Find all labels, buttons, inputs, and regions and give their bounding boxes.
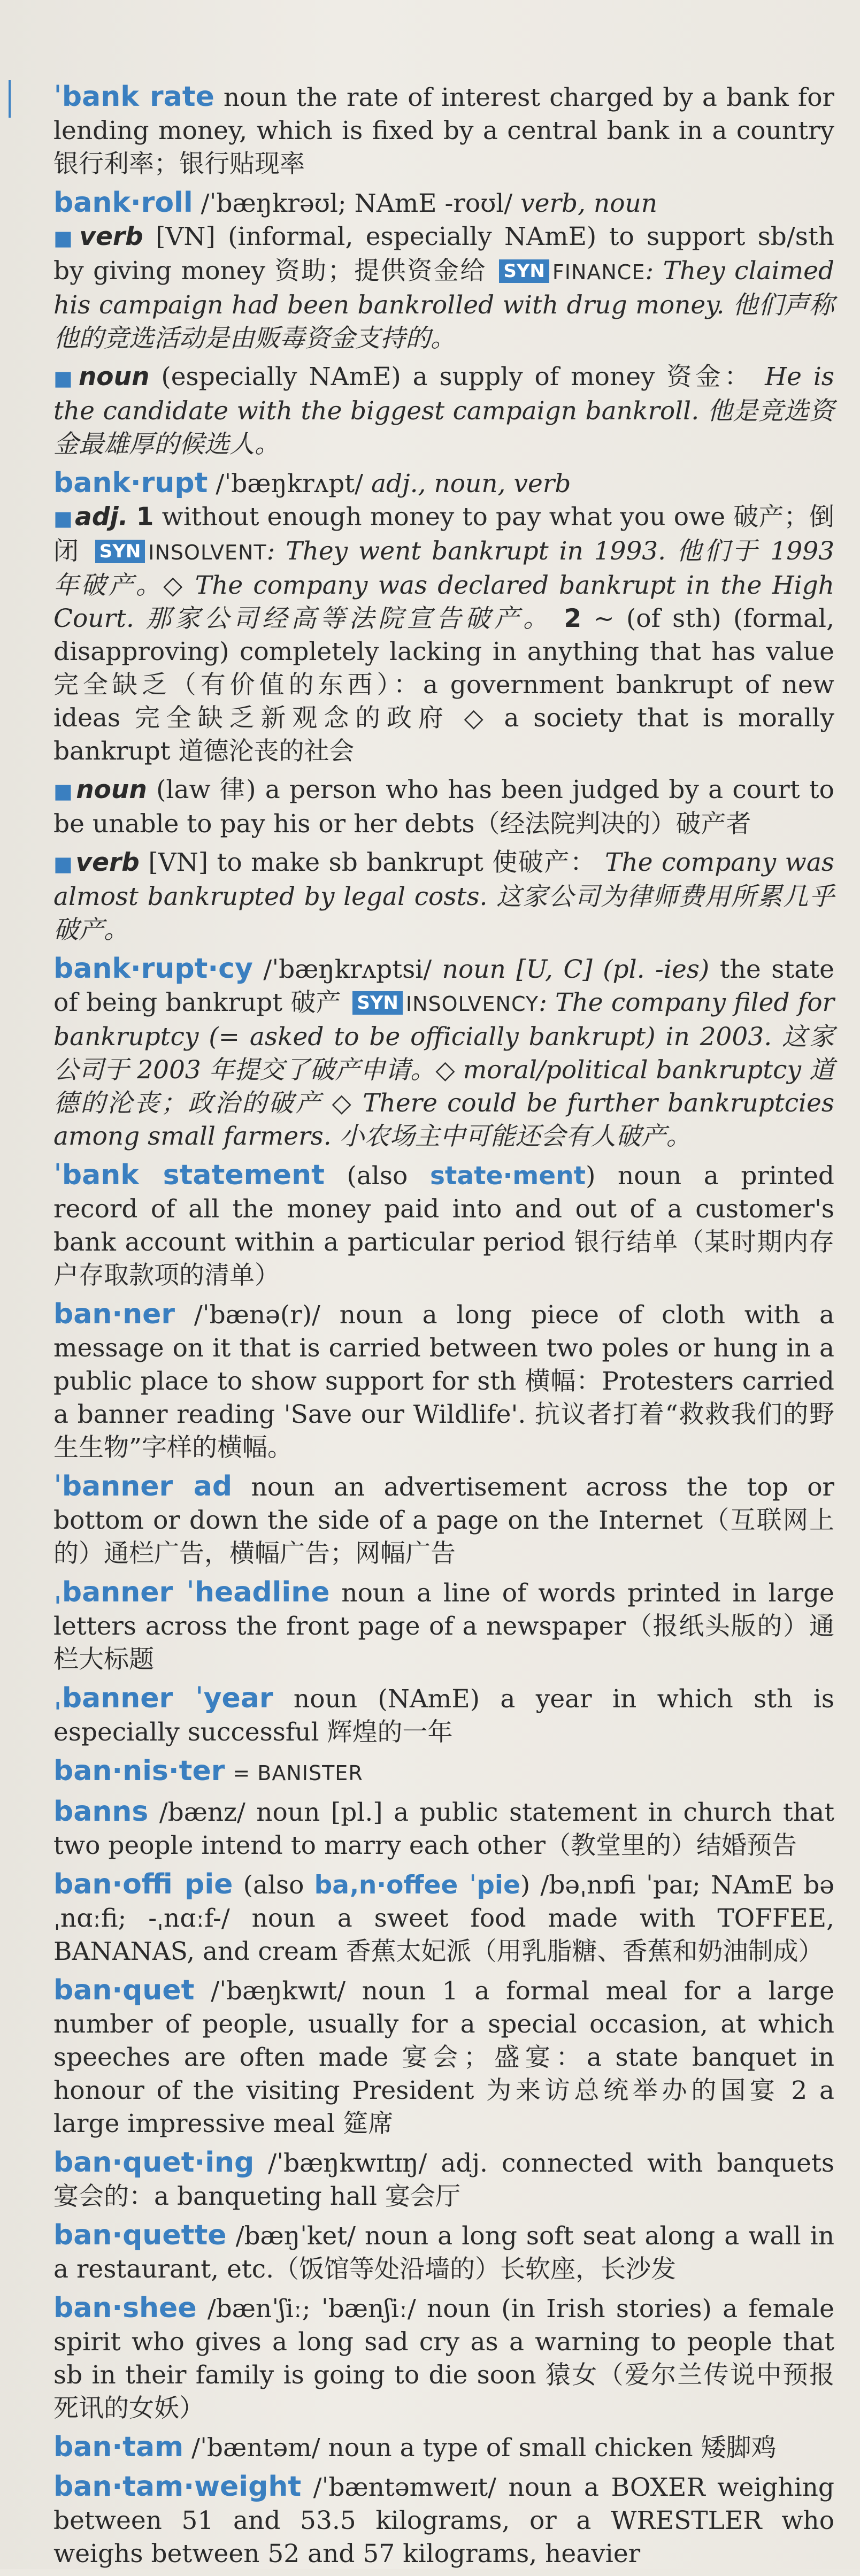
pronunciation: /ˈbæntəmweɪt/ — [313, 2473, 496, 2502]
cross-reference: = BANISTER — [233, 1761, 363, 1785]
square-bullet-icon: ■ — [53, 366, 76, 390]
sense-text: (especially NAmE) a supply of money 资金： — [161, 362, 754, 392]
sense — [53, 361, 834, 461]
syn-badge: SYN — [95, 540, 145, 563]
definition: noun (NAmE) a year in which sth is especially successful 辉煌的一年 — [53, 1684, 834, 1747]
definition: noun an advertisement across the top or bottom or down the side of a page on the Internet（互联网上的）通栏广告，横幅广告；网幅广告 — [53, 1473, 834, 1568]
sense-label: verb — [75, 848, 140, 877]
definition: noun a BOXER weighing between 51 and 53.5 kilograms, or a WRESTLER who weighs between 52 and 57 kilograms, heavier — [53, 2473, 834, 2569]
sense-text: [VN] to make sb bankrupt 使破产： — [148, 848, 596, 877]
headword: ban·tam·weight — [53, 2471, 302, 2503]
sense — [53, 846, 834, 947]
entry-banner-headline — [53, 1576, 834, 1676]
sense-text: without enough money to pay what you owe 破产；倒闭 — [53, 502, 834, 566]
headword: bank·rupt — [53, 467, 208, 499]
entry-banquette — [53, 2219, 834, 2286]
headword: ban·tam — [53, 2431, 184, 2463]
square-bullet-icon: ■ — [53, 507, 73, 530]
entry-bannister — [53, 1754, 834, 1790]
headword: ban·ner — [53, 1298, 175, 1330]
entry-banns — [53, 1795, 834, 1862]
headword: bank·rupt·cy — [53, 953, 253, 985]
pronunciation: /ˈbænə(r)/ — [194, 1300, 320, 1330]
pronunciation: /ˈbæŋkwɪtɪŋ/ — [268, 2149, 427, 2178]
entry-bankroll — [53, 186, 834, 461]
entry-bankrupt — [53, 466, 834, 947]
alternate-form: ba‚n·offee ˈpie — [314, 1870, 520, 1900]
square-bullet-icon: ■ — [53, 226, 78, 250]
sense-label: verb — [79, 222, 143, 251]
part-of-speech: adj., noun, verb — [371, 469, 571, 499]
pronunciation: /ˈbæntəm/ — [191, 2433, 320, 2463]
sense-label: noun — [76, 775, 147, 804]
also-label: (also — [243, 1870, 304, 1900]
pronunciation: /ˈbæŋkrəʊl; NAmE -roʊl/ — [201, 189, 513, 218]
pronunciation: /ˈbæŋkwɪt/ — [211, 1976, 345, 2006]
definition: adj. connected with banquets 宴会的：a banqueting hall 宴会厅 — [53, 2149, 834, 2211]
entry-banshee — [53, 2291, 834, 2425]
definition: noun a line of words printed in large letters across the front page of a newspaper（报纸头版的）通栏大标题 — [53, 1578, 834, 1674]
entry-banner-year — [53, 1682, 834, 1749]
part-of-speech: noun [U, C] (pl. -ies) — [442, 955, 710, 984]
syn-badge: SYN — [499, 259, 549, 283]
headword: ˈbank statement — [53, 1159, 325, 1191]
headword: ˌbanner ˈheadline — [53, 1576, 330, 1608]
sense-number: 1 — [136, 502, 154, 532]
definition: noun a long soft seat along a wall in a restaurant, etc.（饭馆等处沿墙的）长软座，长沙发 — [53, 2221, 834, 2284]
example: The company was almost bankrupted by legal costs. 这家公司为律师费用所累几乎破产。 — [53, 848, 834, 945]
entry-bankruptcy — [53, 952, 834, 1153]
also-label: (also — [347, 1161, 408, 1191]
entry-banoffi-pie — [53, 1868, 834, 1968]
square-bullet-icon: ■ — [53, 852, 74, 876]
pronunciation: /bæŋˈket/ — [235, 2221, 356, 2251]
alternate-form: state·ment — [429, 1161, 586, 1191]
pronunciation: /ˈbæŋkrʌptsi/ — [263, 955, 432, 984]
entry-banner-ad — [53, 1470, 834, 1570]
sense — [53, 773, 834, 841]
sense-text: [VN] (informal, especially NAmE) to support sb/sth by giving money 资助；提供资金给 — [53, 222, 834, 286]
headword: ˈbanner ad — [53, 1470, 233, 1502]
entry-bantam — [53, 2431, 834, 2465]
entry-banqueting — [53, 2146, 834, 2213]
definition: noun a long piece of cloth with a message on it that is carried between two poles or hung in a public place to show support for sth 横幅：Protesters carried a banner reading 'Save our Wildlife'. 抗议者打着“救救我们的野生生物”字样的横幅。 — [53, 1300, 834, 1462]
square-bullet-icon: ■ — [53, 779, 74, 803]
synonym: INSOLVENT — [148, 541, 267, 564]
sense — [53, 220, 834, 355]
entry-bantamweight — [53, 2470, 834, 2571]
headword: ˌbanner ˈyear — [53, 1682, 273, 1714]
example: : They claimed his campaign had been bankrolled with drug money. 他们声称他的竞选活动是由贩毒资金支持的。 — [53, 256, 834, 353]
syn-badge: SYN — [352, 991, 403, 1015]
definition: noun [pl.] a public statement in church that two people intend to marry each other（教堂里的）结婚预告 — [53, 1798, 834, 1860]
definition: ) /bəˌnɒfi ˈpaɪ; NAmE bəˌnɑːfi; -ˌnɑːf-/ noun a sweet food made with TOFFEE, BANANAS, and cream 香蕉太妃派（用乳脂糖、香蕉和奶油制成） — [53, 1870, 834, 1966]
headword: ban·quet·ing — [53, 2146, 255, 2179]
entry-bank-rate — [53, 80, 834, 181]
definition: noun the rate of interest charged by a bank for lending money, which is fixed by a central bank in a country 银行利率；银行贴现率 — [53, 83, 834, 179]
definition: noun 1 a formal meal for a large number of people, usually for a special occasion, at which speeches are often made 宴会；盛宴：a state banquet in honour of the visiting President 为来访总统举办的国宴 2 a large impressive meal 筵席 — [53, 1976, 834, 2138]
headword: ban·quet — [53, 1974, 195, 2006]
pronunciation: /bænˈʃiː; ˈbænʃiː/ — [207, 2294, 416, 2324]
headword: ban·quette — [53, 2219, 227, 2251]
headword: ban·offi pie — [53, 1868, 233, 1900]
example: : The company filed for bankruptcy (= asked to be officially bankrupt) in 2003. 这家公司于 2003 年提交了破产申请。◇ moral/political bankruptcy 道德的沦丧；政治的破产 ◇ There could be further bankruptcies among small farmers. 小农场主中可能还会有人破产。 — [53, 988, 834, 1151]
sense-number: 2 — [564, 604, 582, 633]
margin-rule — [9, 80, 11, 118]
synonym: FINANCE — [552, 260, 646, 284]
part-of-speech: verb, noun — [520, 189, 658, 218]
definition: noun (in Irish stories) a female spirit who gives a long sad cry as a warning to people that sb in their family is going to die soon 猿女（爱尔兰传说中预报死讯的女妖） — [53, 2294, 834, 2423]
example: : They went bankrupt in 1993. 他们于 1993 年破产。◇ The company was declared bankrupt in the High Court. 那家公司经高等法院宣告破产。 — [53, 536, 835, 633]
sense — [53, 501, 834, 768]
definition: ) noun a printed record of all the money paid into and out of a customer's bank account within a particular period 银行结单（某时期内存户存取款项的清单） — [53, 1161, 834, 1290]
sense-text: (law 律) a person who has been judged by a court to be unable to pay his or her debts（经法院判决的）破产者 — [53, 775, 834, 839]
example: He is the candidate with the biggest campaign bankroll. 他是竞选资金最雄厚的候选人。 — [53, 362, 834, 459]
headword: bank·roll — [53, 187, 193, 219]
entry-column — [53, 80, 834, 2576]
definition: noun a type of small chicken 矮脚鸡 — [328, 2433, 777, 2463]
headword: banns — [53, 1796, 149, 1828]
definition: the state of being bankrupt 破产 — [53, 955, 834, 1017]
headword: ban·shee — [53, 2292, 197, 2324]
pronunciation: /ˈbæŋkrʌpt/ — [216, 469, 363, 499]
sense-text: ~ (of sth) (formal, disapproving) completely lacking in anything that has value 完全缺乏（有价值的东西）：a government bankrupt of new ideas 完全缺乏新观念的政府 ◇ a society that is morally bankrupt 道德沦丧的社会 — [53, 604, 834, 766]
headword: ˈbank rate — [53, 81, 214, 113]
entry-banner — [53, 1298, 834, 1465]
sense-label: adj. — [75, 502, 128, 532]
entry-bank-statement — [53, 1159, 834, 1292]
sense-label: noun — [78, 362, 150, 392]
headword: ban·nis·ter — [53, 1755, 225, 1787]
entry-banquet — [53, 1974, 834, 2141]
pronunciation: /bænz/ — [159, 1798, 245, 1827]
synonym: INSOLVENCY — [405, 992, 539, 1016]
